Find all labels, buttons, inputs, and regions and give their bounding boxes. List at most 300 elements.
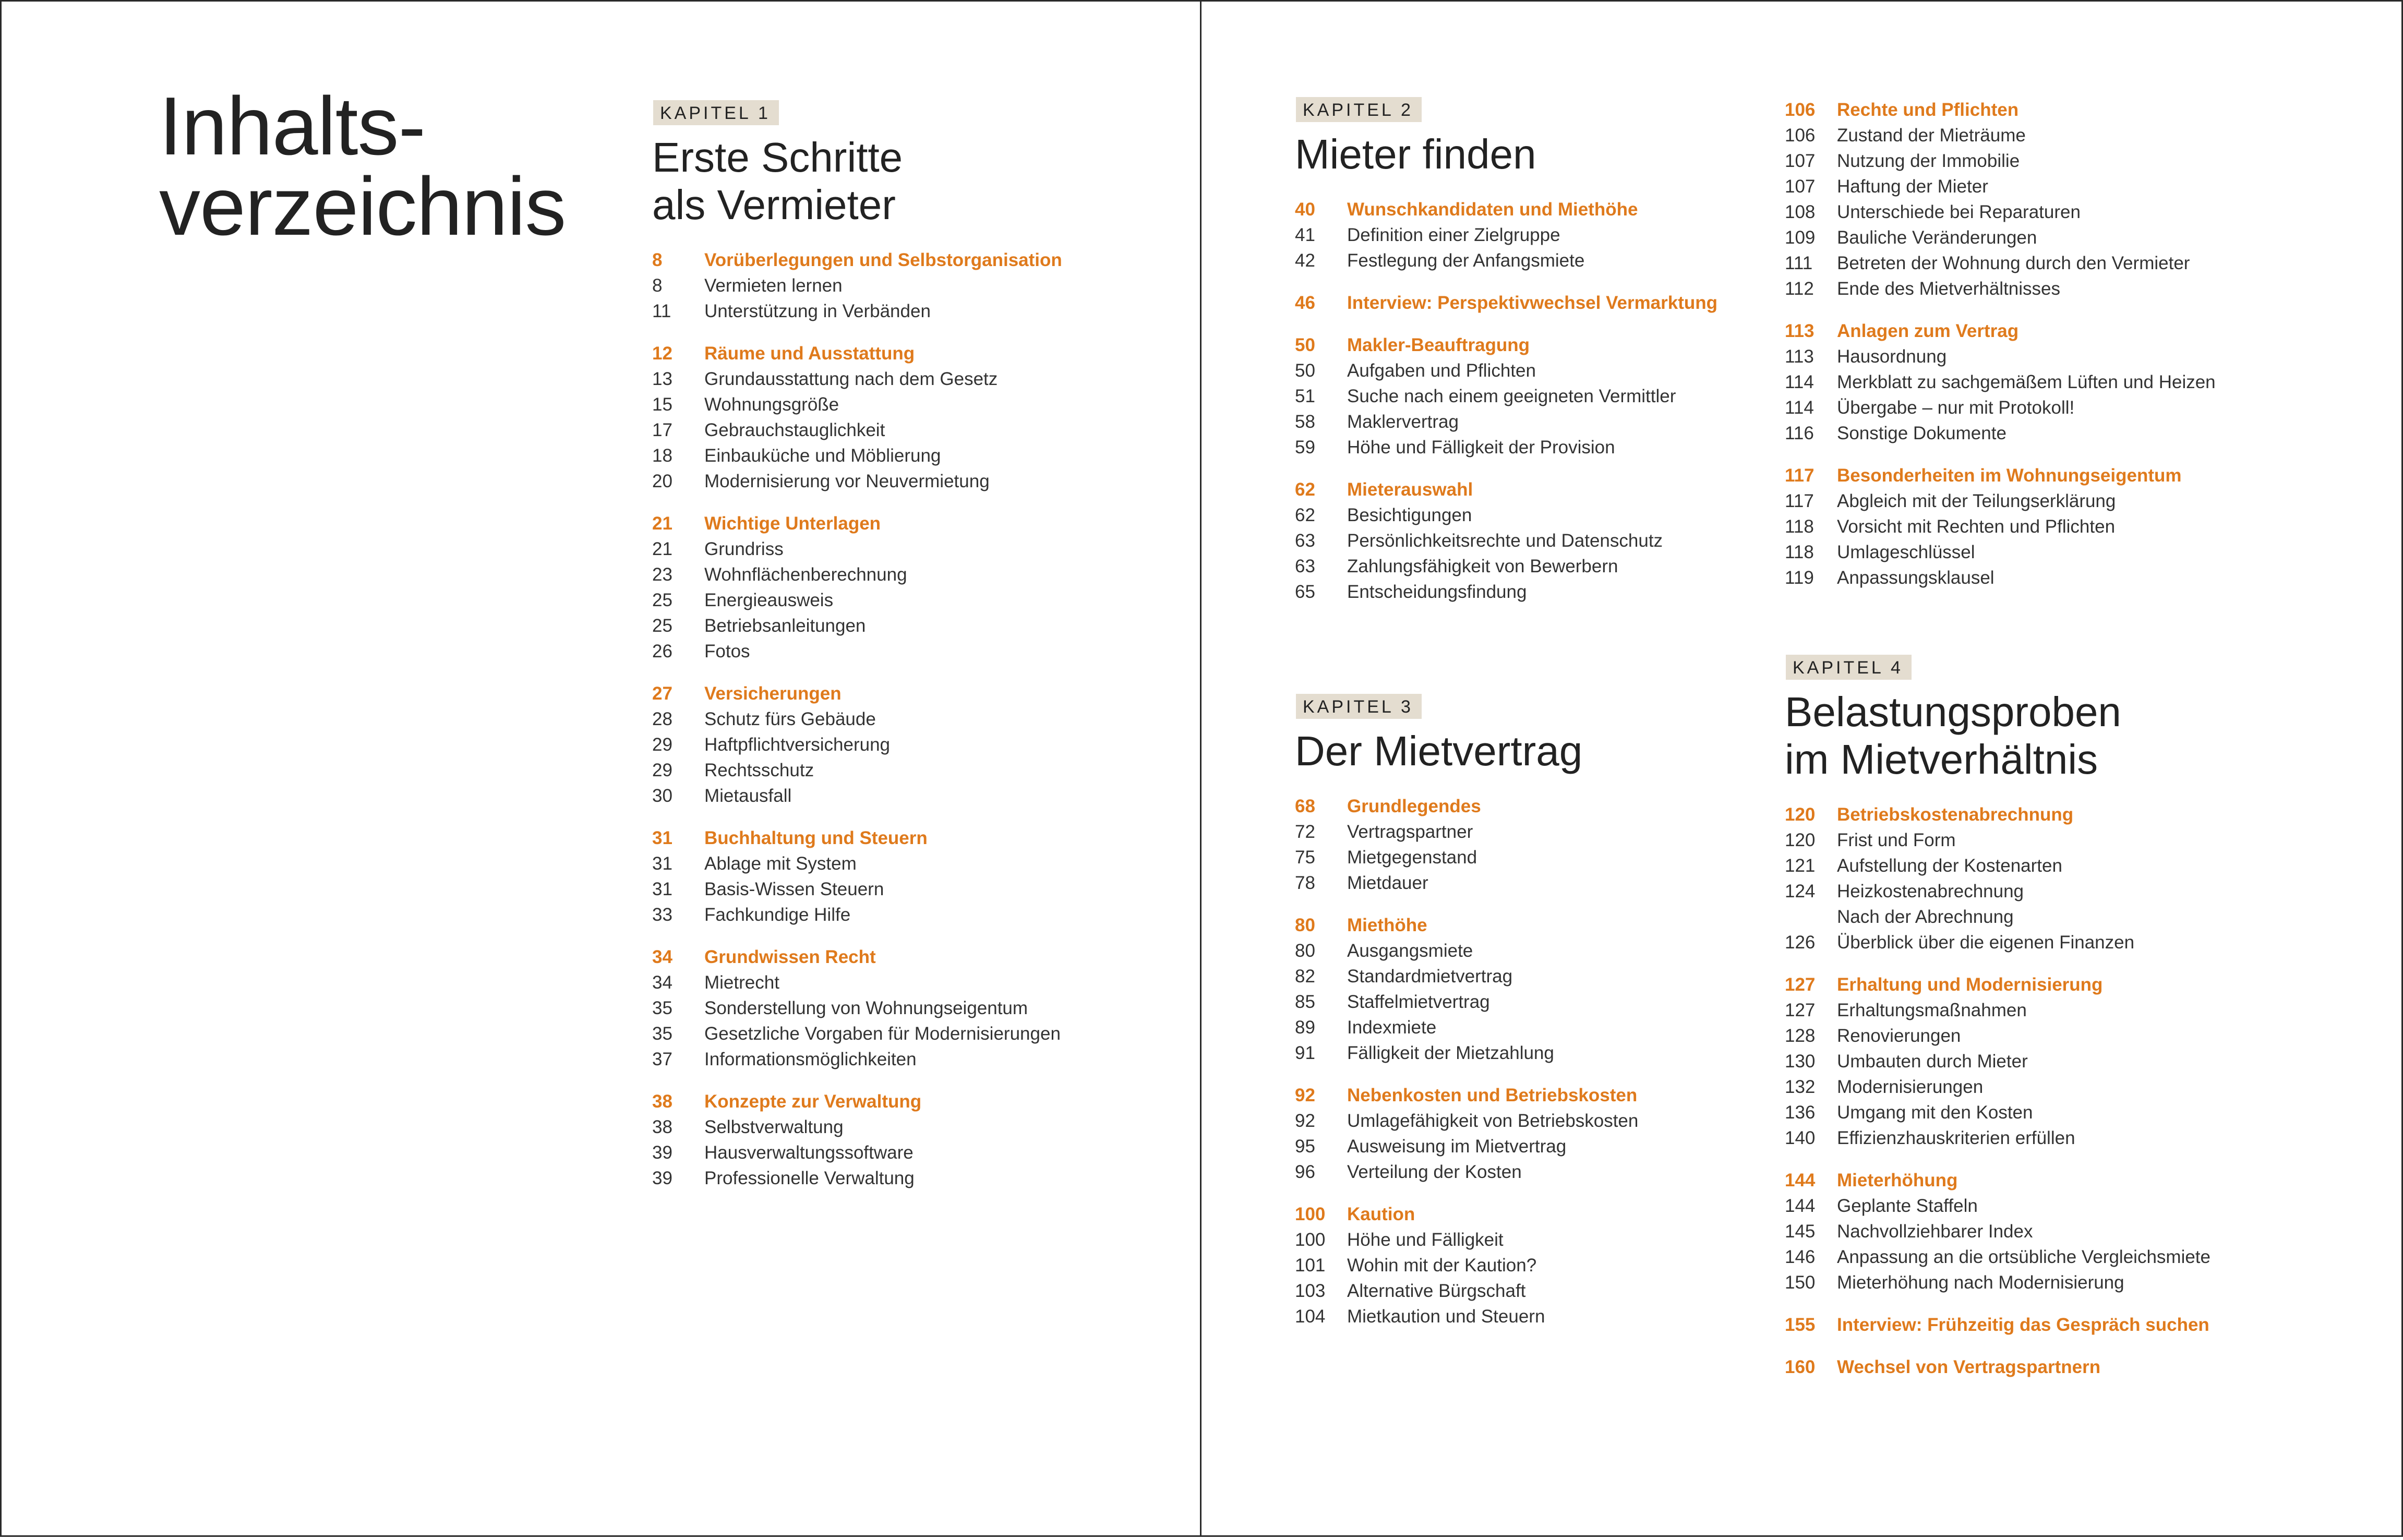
page-number: 40 <box>1295 199 1315 220</box>
toc-entry[interactable] <box>1785 1023 2233 1049</box>
chapter-title-line: als Vermieter <box>652 182 896 228</box>
toc-entry[interactable] <box>1295 358 1744 383</box>
page-number: 46 <box>1295 293 1315 313</box>
toc-entry[interactable] <box>1295 1278 1744 1304</box>
chapter-title <box>652 134 1101 228</box>
toc-section-heading[interactable] <box>1295 477 1744 502</box>
toc-entry[interactable] <box>652 1114 1101 1140</box>
page-number: 33 <box>652 905 672 925</box>
entry-title: Frist und Form <box>1837 830 1956 850</box>
page-number: 18 <box>652 446 672 466</box>
toc-section <box>1295 912 1744 1066</box>
page-number: 78 <box>1295 873 1315 893</box>
page-number: 114 <box>1785 398 1814 418</box>
page-number: 30 <box>652 786 672 806</box>
toc-sections <box>1295 197 1744 605</box>
toc-entry[interactable] <box>652 732 1101 757</box>
toc-section <box>652 944 1101 1072</box>
page-number: 144 <box>1785 1170 1816 1190</box>
page-number: 17 <box>652 420 672 440</box>
toc-entry[interactable] <box>1785 930 2233 955</box>
page-number: 85 <box>1295 992 1315 1012</box>
page-number: 34 <box>652 947 672 967</box>
toc-section-heading[interactable] <box>652 944 1101 970</box>
page-number: 89 <box>1295 1017 1315 1038</box>
chapter-1 <box>652 100 1101 1208</box>
page-number: 21 <box>652 513 672 534</box>
entry-title: Ausweisung im Mietvertrag <box>1347 1136 1567 1157</box>
toc-section-heading[interactable] <box>1785 1312 2233 1338</box>
page-number: 21 <box>652 539 672 559</box>
page-number: 38 <box>652 1117 672 1137</box>
toc-entry[interactable] <box>652 876 1101 902</box>
entry-title: Verteilung der Kosten <box>1347 1162 1522 1182</box>
toc-entry[interactable] <box>1785 879 2233 904</box>
toc-entry[interactable] <box>1295 819 1744 845</box>
toc-entry[interactable] <box>1295 248 1744 273</box>
toc-sections <box>1785 802 2233 1380</box>
entry-title: Indexmiete <box>1347 1017 1437 1038</box>
toc-section <box>1785 972 2233 1151</box>
entry-title: Entscheidungsfindung <box>1347 582 1527 602</box>
toc-section-heading[interactable] <box>1295 793 1744 819</box>
toc-entry[interactable] <box>652 1165 1101 1191</box>
entry-title: Wohnungsgröße <box>704 394 839 415</box>
toc-entry[interactable] <box>1785 1049 2233 1074</box>
entry-title: Mieterhöhung nach Modernisierung <box>1837 1272 2124 1293</box>
page-number: 50 <box>1295 360 1315 381</box>
toc-section <box>1295 1201 1744 1329</box>
toc-entry[interactable] <box>652 1021 1101 1046</box>
toc-entry[interactable] <box>1295 1304 1744 1329</box>
toc-entry[interactable] <box>1295 989 1744 1015</box>
page-number: 136 <box>1785 1102 1816 1123</box>
chapter-title-line: Mieter finden <box>1295 131 1536 177</box>
toc-section-heading[interactable] <box>652 341 1101 366</box>
entry-title: Fälligkeit der Mietzahlung <box>1347 1043 1554 1063</box>
page-number: 31 <box>652 853 672 874</box>
page-number: 39 <box>652 1168 672 1188</box>
page-title <box>159 80 566 252</box>
section-title: Versicherungen <box>704 683 842 704</box>
toc-section-heading[interactable] <box>1785 463 2233 488</box>
toc-entry[interactable] <box>1295 1159 1744 1185</box>
toc-entry[interactable] <box>652 995 1101 1021</box>
page-number: 80 <box>1295 915 1315 935</box>
entry-title: Betriebsanleitungen <box>704 616 866 636</box>
toc-entry[interactable] <box>1295 502 1744 528</box>
entry-title: Maklervertrag <box>1347 412 1459 432</box>
page-number: 106 <box>1785 100 1816 120</box>
toc-entry[interactable] <box>652 639 1101 664</box>
page-number: 144 <box>1785 1196 1816 1216</box>
toc-entry[interactable] <box>1295 1015 1744 1040</box>
toc-section <box>1295 332 1744 460</box>
entry-title: Basis-Wissen Steuern <box>704 879 884 899</box>
page-number: 120 <box>1785 830 1816 850</box>
toc-entry[interactable] <box>1785 1193 2233 1219</box>
toc-entry[interactable] <box>652 392 1101 417</box>
toc-entry[interactable] <box>1785 369 2233 395</box>
toc-entry[interactable] <box>1785 514 2233 539</box>
page-number: 119 <box>1785 568 1814 588</box>
entry-title: Haftung der Mieter <box>1837 176 1988 197</box>
toc-entry[interactable] <box>1295 870 1744 896</box>
toc-entry[interactable] <box>1295 1227 1744 1253</box>
section-title: Wunschkandidaten und Miethöhe <box>1347 199 1638 220</box>
toc-entry[interactable] <box>1785 853 2233 879</box>
entry-title: Informationsmöglichkeiten <box>704 1049 917 1069</box>
toc-entry[interactable] <box>652 562 1101 587</box>
toc-section-heading[interactable] <box>1785 318 2233 344</box>
page-number: 132 <box>1785 1077 1816 1097</box>
entry-title: Vermieten lernen <box>704 275 843 296</box>
entry-title: Umbauten durch Mieter <box>1837 1051 2028 1072</box>
section-title: Buchhaltung und Steuern <box>704 828 928 848</box>
entry-title: Mietgegenstand <box>1347 847 1477 868</box>
toc-entry[interactable] <box>1295 554 1744 579</box>
page-number: 25 <box>652 590 672 610</box>
entry-title: Wohnflächenberechnung <box>704 564 907 585</box>
entry-title: Mietrecht <box>704 972 779 993</box>
chapter-badge: KAPITEL 2 <box>1296 97 1422 122</box>
toc-section <box>1785 463 2233 591</box>
toc-entry[interactable] <box>652 1046 1101 1072</box>
toc-entry[interactable] <box>652 757 1101 783</box>
toc-entry[interactable] <box>1785 174 2233 199</box>
toc-section <box>1785 1354 2233 1380</box>
entry-title: Nach der Abrechnung <box>1837 907 2014 927</box>
toc-entry[interactable] <box>652 706 1101 732</box>
chapter-4 <box>1785 655 2233 1397</box>
page-number: 146 <box>1785 1247 1816 1267</box>
toc-entry[interactable] <box>1785 827 2233 853</box>
page-number: 160 <box>1785 1357 1816 1377</box>
section-title: Interview: Frühzeitig das Gespräch suchen <box>1837 1315 2209 1335</box>
page-number: 35 <box>652 998 672 1018</box>
toc-entry[interactable] <box>1785 904 2233 930</box>
toc-sections <box>1295 793 1744 1329</box>
page-number: 91 <box>1295 1043 1315 1063</box>
toc-entry[interactable] <box>652 443 1101 468</box>
toc-entry[interactable] <box>652 613 1101 639</box>
toc-entry[interactable] <box>1785 344 2233 369</box>
page-number: 8 <box>652 250 663 270</box>
entry-title: Geplante Staffeln <box>1837 1196 1978 1216</box>
toc-entry[interactable] <box>1785 1125 2233 1151</box>
toc-entry[interactable] <box>1785 1074 2233 1100</box>
entry-title: Festlegung der Anfangsmiete <box>1347 250 1585 271</box>
entry-title: Modernisierung vor Neuvermietung <box>704 471 990 491</box>
entry-title: Wohin mit der Kaution? <box>1347 1255 1537 1276</box>
entry-title: Alternative Bürgschaft <box>1347 1281 1526 1301</box>
toc-section-heading[interactable] <box>1785 802 2233 827</box>
chapter-2 <box>1295 97 1744 621</box>
page-number: 20 <box>652 471 672 491</box>
toc-section-heading[interactable] <box>1295 197 1744 222</box>
entry-title: Hausordnung <box>1837 346 1947 367</box>
toc-section-heading[interactable] <box>1295 290 1744 316</box>
section-title: Grundwissen Recht <box>704 947 876 967</box>
toc-section-heading[interactable] <box>652 511 1101 536</box>
toc-entry[interactable] <box>1785 488 2233 514</box>
entry-title: Professionelle Verwaltung <box>704 1168 915 1188</box>
entry-title: Zustand der Mieträume <box>1837 125 2026 146</box>
entry-title: Grundriss <box>704 539 784 559</box>
toc-entry[interactable] <box>1295 383 1744 409</box>
page-number: 68 <box>1295 796 1315 816</box>
toc-entry[interactable] <box>1295 579 1744 605</box>
toc-entry[interactable] <box>652 587 1101 613</box>
toc-entry[interactable] <box>1295 1253 1744 1278</box>
page-number: 128 <box>1785 1026 1816 1046</box>
toc-section <box>1785 1168 2233 1295</box>
toc-entry[interactable] <box>1295 222 1744 248</box>
toc-section <box>652 1089 1101 1191</box>
page-number: 31 <box>652 828 672 848</box>
toc-section-heading[interactable] <box>1785 97 2233 123</box>
entry-title: Anpassungsklausel <box>1837 568 1995 588</box>
entry-title: Umgang mit den Kosten <box>1837 1102 2033 1123</box>
toc-section-heading[interactable] <box>652 825 1101 851</box>
toc-entry[interactable] <box>652 783 1101 809</box>
page-number: 82 <box>1295 966 1315 986</box>
toc-entry[interactable] <box>1785 1270 2233 1295</box>
entry-title: Haftpflichtversicherung <box>704 735 890 755</box>
toc-section-heading[interactable] <box>1295 332 1744 358</box>
entry-title: Mietausfall <box>704 786 792 806</box>
page-number: 118 <box>1785 542 1814 562</box>
toc-section <box>652 681 1101 809</box>
entry-title: Renovierungen <box>1837 1026 1961 1046</box>
toc-entry[interactable] <box>1785 123 2233 148</box>
page-number: 130 <box>1785 1051 1816 1072</box>
section-title: Makler-Beauftragung <box>1347 335 1530 355</box>
entry-title: Grundausstattung nach dem Gesetz <box>704 369 998 389</box>
toc-entry[interactable] <box>652 970 1101 995</box>
entry-title: Fachkundige Hilfe <box>704 905 851 925</box>
page-number: 25 <box>652 616 672 636</box>
toc-entry[interactable] <box>1295 964 1744 989</box>
toc-entry[interactable] <box>1295 845 1744 870</box>
toc-entry[interactable] <box>1785 1219 2233 1244</box>
toc-entry[interactable] <box>1785 148 2233 174</box>
entry-title: Energieausweis <box>704 590 834 610</box>
entry-title: Ende des Mietverhältnisses <box>1837 279 2060 299</box>
page-number: 62 <box>1295 479 1315 500</box>
toc-entry[interactable] <box>1785 199 2233 225</box>
page-number: 41 <box>1295 225 1315 245</box>
toc-entry[interactable] <box>652 366 1101 392</box>
toc-section-heading[interactable] <box>1295 912 1744 938</box>
entry-title: Nachvollziehbarer Index <box>1837 1221 2033 1242</box>
page-number: 107 <box>1785 151 1816 171</box>
toc-entry[interactable] <box>1295 1134 1744 1159</box>
entry-title: Betreten der Wohnung durch den Vermieter <box>1837 253 2190 273</box>
chapter-2-continued <box>1785 97 2233 607</box>
page-number: 50 <box>1295 335 1315 355</box>
entry-title: Standardmietvertrag <box>1347 966 1513 986</box>
toc-section <box>1785 802 2233 955</box>
page-number: 100 <box>1295 1230 1326 1250</box>
page-number: 117 <box>1785 465 1815 486</box>
toc-section <box>652 511 1101 664</box>
entry-title: Überblick über die eigenen Finanzen <box>1837 932 2135 953</box>
page-number: 107 <box>1785 176 1816 197</box>
entry-title: Unterstützung in Verbänden <box>704 301 931 321</box>
toc-section <box>652 341 1101 494</box>
entry-title: Anpassung an die ortsübliche Vergleichsmiete <box>1837 1247 2210 1267</box>
toc-entry[interactable] <box>652 273 1101 298</box>
section-title: Grundlegendes <box>1347 796 1481 816</box>
section-title: Erhaltung und Modernisierung <box>1837 974 2103 995</box>
toc-section-heading[interactable] <box>652 247 1101 273</box>
toc-entry[interactable] <box>1785 565 2233 591</box>
entry-title: Schutz fürs Gebäude <box>704 709 876 729</box>
page-number: 58 <box>1295 412 1315 432</box>
page-number: 124 <box>1785 881 1816 901</box>
chapter-3 <box>1295 694 1744 1346</box>
toc-section-heading[interactable] <box>1785 1168 2233 1193</box>
page-number: 8 <box>652 275 663 296</box>
section-title: Kaution <box>1347 1204 1415 1224</box>
chapter-badge: KAPITEL 4 <box>1786 655 1912 680</box>
entry-title: Nutzung der Immobilie <box>1837 151 2020 171</box>
page-number: 127 <box>1785 1000 1816 1020</box>
entry-title: Fotos <box>704 641 750 661</box>
chapter-title-line: Der Mietvertrag <box>1295 728 1583 774</box>
section-title: Betriebskostenabrechnung <box>1837 804 2074 825</box>
toc-entry[interactable] <box>1785 997 2233 1023</box>
toc-section-heading[interactable] <box>652 681 1101 706</box>
toc-section <box>1295 290 1744 316</box>
chapter-title <box>1785 688 2233 783</box>
toc-section-heading[interactable] <box>652 1089 1101 1114</box>
entry-title: Aufstellung der Kostenarten <box>1837 856 2062 876</box>
toc-section <box>1295 793 1744 896</box>
toc-entry[interactable] <box>1785 250 2233 276</box>
toc-entry[interactable] <box>652 851 1101 876</box>
toc-entry[interactable] <box>1295 938 1744 964</box>
section-title: Räume und Ausstattung <box>704 343 915 364</box>
toc-entry[interactable] <box>1295 435 1744 460</box>
page-number: 109 <box>1785 227 1816 248</box>
page-number: 140 <box>1785 1128 1816 1148</box>
page-number: 59 <box>1295 437 1315 458</box>
toc-entry[interactable] <box>1785 539 2233 565</box>
entry-title: Aufgaben und Pflichten <box>1347 360 1536 381</box>
toc-entry[interactable] <box>652 1140 1101 1165</box>
toc-entry[interactable] <box>1785 276 2233 302</box>
page-number: 29 <box>652 735 672 755</box>
page-title-line: verzeichnis <box>159 161 566 252</box>
toc-entry[interactable] <box>1295 1040 1744 1066</box>
toc-entry[interactable] <box>652 468 1101 494</box>
toc-entry[interactable] <box>652 902 1101 928</box>
page-number: 23 <box>652 564 672 585</box>
section-title: Wichtige Unterlagen <box>704 513 881 534</box>
page-number: 108 <box>1785 202 1816 222</box>
entry-title: Hausverwaltungssoftware <box>704 1142 914 1163</box>
toc-entry[interactable] <box>1785 420 2233 446</box>
section-title: Mieterauswahl <box>1347 479 1473 500</box>
entry-title: Merkblatt zu sachgemäßem Lüften und Heizen <box>1837 372 2216 392</box>
entry-title: Gesetzliche Vorgaben für Modernisierungen <box>704 1024 1061 1044</box>
toc-entry[interactable] <box>1295 1108 1744 1134</box>
section-title: Konzepte zur Verwaltung <box>704 1091 922 1112</box>
toc-section-heading[interactable] <box>1295 1082 1744 1108</box>
page-number: 65 <box>1295 582 1315 602</box>
toc-entry[interactable] <box>652 298 1101 324</box>
entry-title: Sonderstellung von Wohnungseigentum <box>704 998 1028 1018</box>
entry-title: Abgleich mit der Teilungserklärung <box>1837 491 2116 511</box>
entry-title: Mietdauer <box>1347 873 1428 893</box>
toc-entry[interactable] <box>1785 395 2233 420</box>
entry-title: Sonstige Dokumente <box>1837 423 2006 443</box>
page-number: 100 <box>1295 1204 1326 1224</box>
toc-entry[interactable] <box>652 417 1101 443</box>
page-number: 11 <box>652 301 671 321</box>
page-number: 96 <box>1295 1162 1315 1182</box>
page-number: 34 <box>652 972 672 993</box>
page-number: 92 <box>1295 1085 1315 1105</box>
toc-section <box>1295 1082 1744 1185</box>
page-number: 75 <box>1295 847 1315 868</box>
toc-entry[interactable] <box>1785 225 2233 250</box>
page-number: 92 <box>1295 1111 1315 1131</box>
entry-title: Selbstverwaltung <box>704 1117 844 1137</box>
toc-entry[interactable] <box>1295 528 1744 554</box>
toc-section-heading[interactable] <box>1785 972 2233 997</box>
page-number: 27 <box>652 683 672 704</box>
toc-entry[interactable] <box>1295 409 1744 435</box>
toc-section-heading[interactable] <box>1785 1354 2233 1380</box>
section-title: Rechte und Pflichten <box>1837 100 2019 120</box>
entry-title: Umlagefähigkeit von Betriebskosten <box>1347 1111 1639 1131</box>
page-number: 150 <box>1785 1272 1816 1293</box>
toc-entry[interactable] <box>652 536 1101 562</box>
page-number: 95 <box>1295 1136 1315 1157</box>
toc-entry[interactable] <box>1785 1244 2233 1270</box>
chapter-badge: KAPITEL 3 <box>1296 694 1422 719</box>
entry-title: Staffelmietvertrag <box>1347 992 1490 1012</box>
toc-section-heading[interactable] <box>1295 1201 1744 1227</box>
chapter-title-line: Erste Schritte <box>652 134 903 181</box>
toc-section <box>1785 97 2233 302</box>
page-number: 13 <box>652 369 672 389</box>
page-number: 113 <box>1785 346 1814 367</box>
toc-section <box>652 825 1101 928</box>
page-number: 26 <box>652 641 672 661</box>
toc-entry[interactable] <box>1785 1100 2233 1125</box>
page-number: 80 <box>1295 941 1315 961</box>
page-number: 113 <box>1785 321 1815 341</box>
page-title-line: Inhalts- <box>159 80 426 172</box>
entry-title: Höhe und Fälligkeit der Provision <box>1347 437 1615 458</box>
chapter-title <box>1295 727 1744 775</box>
page-number: 62 <box>1295 505 1315 525</box>
entry-title: Rechtsschutz <box>704 760 814 780</box>
page-number: 106 <box>1785 125 1816 146</box>
page-number: 63 <box>1295 531 1315 551</box>
page-number: 101 <box>1295 1255 1326 1276</box>
chapter-badge: KAPITEL 1 <box>653 100 779 125</box>
entry-title: Vorsicht mit Rechten und Pflichten <box>1837 516 2116 537</box>
chapter-title <box>1295 130 1744 178</box>
page-number: 118 <box>1785 516 1814 537</box>
page-number: 145 <box>1785 1221 1816 1242</box>
section-title: Besonderheiten im Wohnungseigentum <box>1837 465 2182 486</box>
